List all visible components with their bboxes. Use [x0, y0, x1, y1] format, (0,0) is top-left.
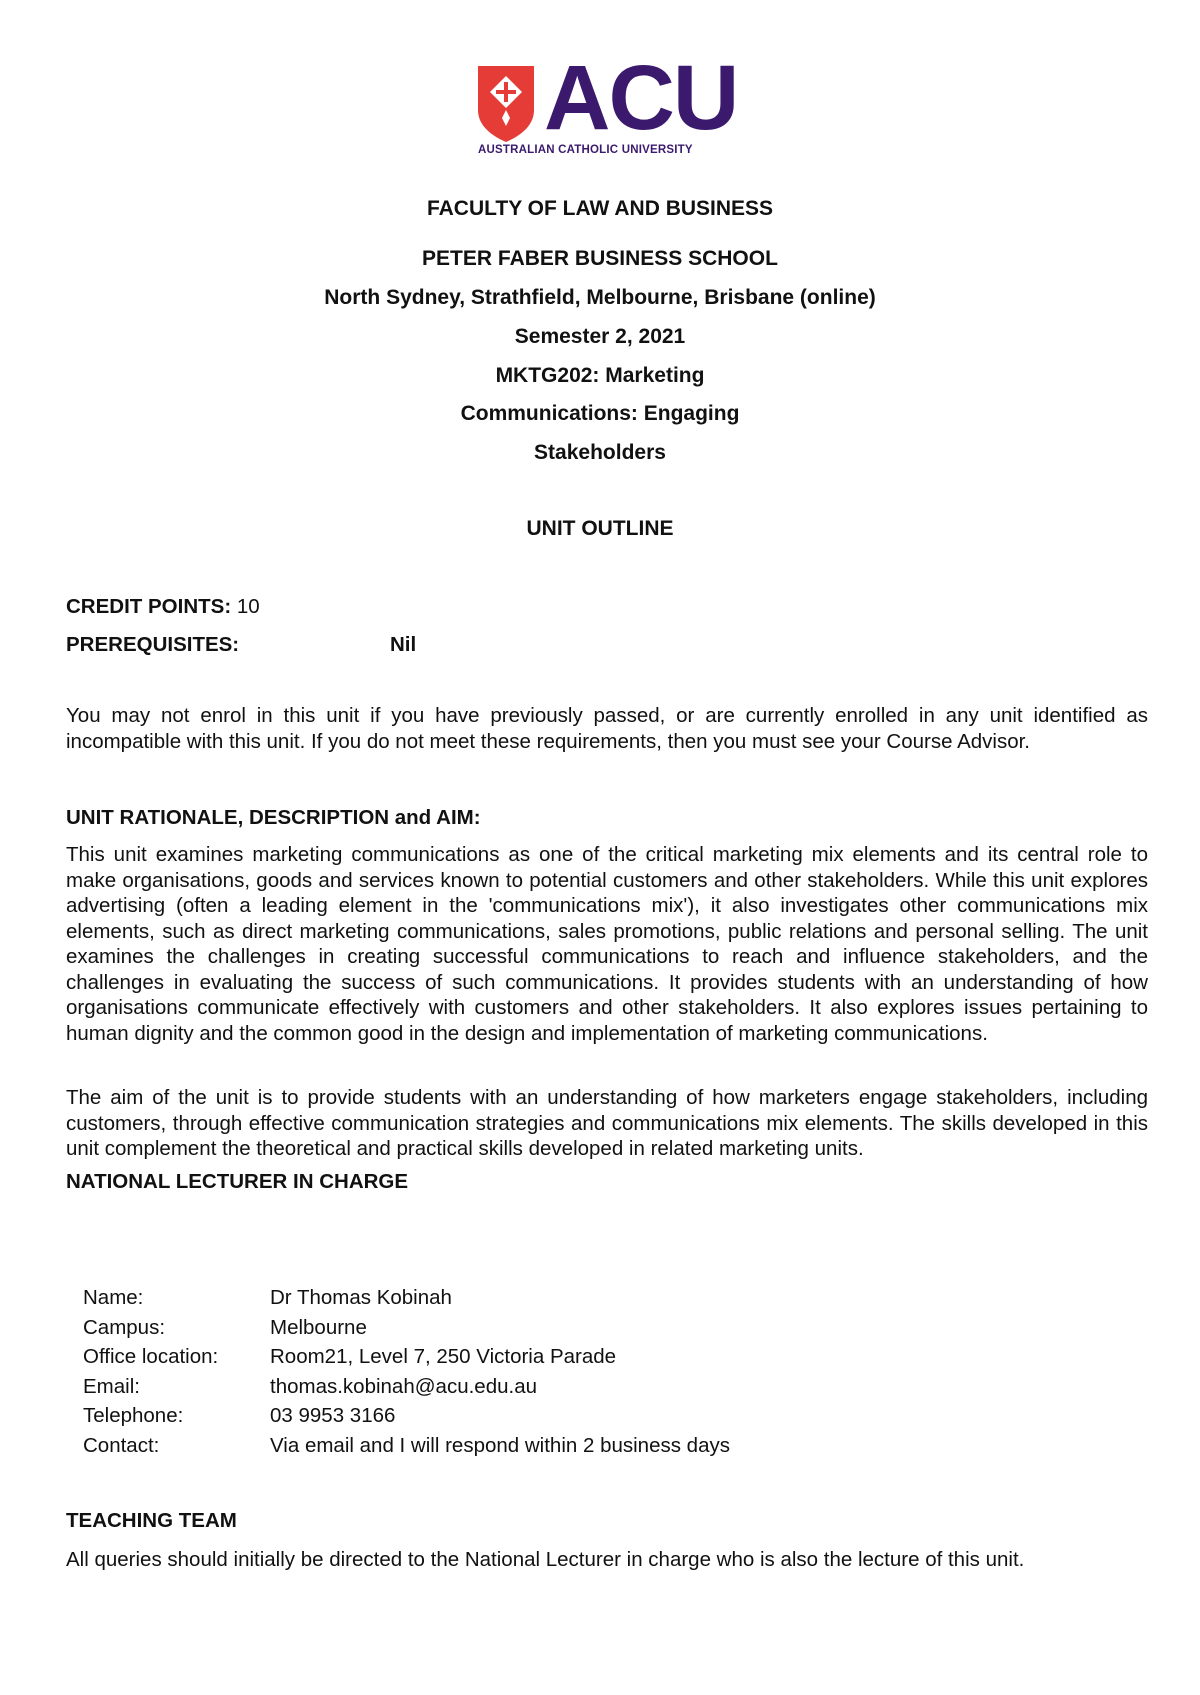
detail-label: Telephone:: [83, 1404, 184, 1427]
semester-line: Semester 2, 2021: [514, 325, 686, 348]
unit-title-line-2: Stakeholders: [534, 441, 666, 464]
school-heading: PETER FABER BUSINESS SCHOOL: [422, 247, 778, 270]
unit-code-line: MKTG202: Marketing: [495, 364, 705, 387]
acu-shield-cross-icon: [476, 64, 536, 144]
logo-wordmark: ACU: [544, 47, 738, 149]
prerequisites-value: Nil: [390, 633, 417, 656]
faculty-heading: FACULTY OF LAW AND BUSINESS: [426, 197, 774, 220]
credit-points: [66, 594, 1148, 620]
detail-value: Via email and I will respond within 2 business days: [270, 1433, 730, 1457]
detail-label: Office location:: [83, 1345, 219, 1368]
rationale-paragraph-1: This unit examines marketing communications as one of the critical marketing mix elements and its central role to make organisations, goods and services known to potential customers and other stakeholders. While this unit explores advertising (often a leading element in the 'communications mix'), it also investigates other communications mix elements, such as direct marketing communications, sales promotions, public relations and personal selling. The unit examines the challenges in creating successful communications to reach and influence stakeholders, and the challenges in evaluating the success of such communications. It provides students with an understanding of how organisations communicate effectively with customers and other stakeholders. It also explores issues pertaining to human dignity and the common good in the design and implementation of marketing communications.: [66, 843, 1148, 1045]
unit-title-line-1: Communications: Engaging: [460, 402, 740, 425]
campuses-line: North Sydney, Strathfield, Melbourne, Brisbane (online): [324, 286, 876, 309]
rationale-paragraph-2: The aim of the unit is to provide students with an understanding of how marketers engage stakeholders, including customers, through effective communication strategies and communications mix elements. The skills developed in this unit complement the theoretical and practical skills developed in related marketing units.: [66, 1086, 1148, 1160]
detail-label: Campus:: [83, 1315, 166, 1339]
teaching-team-text: All queries should initially be directed to the National Lecturer in charge who is also the lecture of this unit.: [66, 1548, 1025, 1571]
rationale-heading: UNIT RATIONALE, DESCRIPTION and AIM:: [66, 806, 481, 829]
document-title: UNIT OUTLINE: [526, 517, 674, 540]
detail-label: Name:: [83, 1286, 144, 1309]
email-link[interactable]: thomas.kobinah@acu.edu.au: [270, 1374, 537, 1398]
detail-label: Email:: [83, 1374, 140, 1398]
detail-value: Melbourne: [270, 1315, 367, 1339]
logo-subtitle: AUSTRALIAN CATHOLIC UNIVERSITY: [478, 144, 693, 156]
credit-points-label: CREDIT POINTS:: [66, 595, 232, 618]
prerequisites-label: PREREQUISITES:: [66, 633, 240, 656]
detail-value: 03 9953 3166: [270, 1404, 396, 1427]
teaching-team-heading: TEACHING TEAM: [66, 1509, 237, 1532]
enrolment-note: You may not enrol in this unit if you have previously passed, or are currently enrolled in any unit identified as incompatible with this unit. If you do not meet these requirements, then you must see your Course Advisor.: [66, 704, 1148, 753]
detail-value: Dr Thomas Kobinah: [270, 1286, 452, 1309]
detail-label: Contact:: [83, 1433, 160, 1457]
credit-points-value: 10: [236, 595, 260, 618]
detail-value: Room21, Level 7, 250 Victoria Parade: [270, 1345, 617, 1368]
lecturer-heading: NATIONAL LECTURER IN CHARGE: [66, 1170, 409, 1193]
acu-logo: [476, 47, 756, 164]
